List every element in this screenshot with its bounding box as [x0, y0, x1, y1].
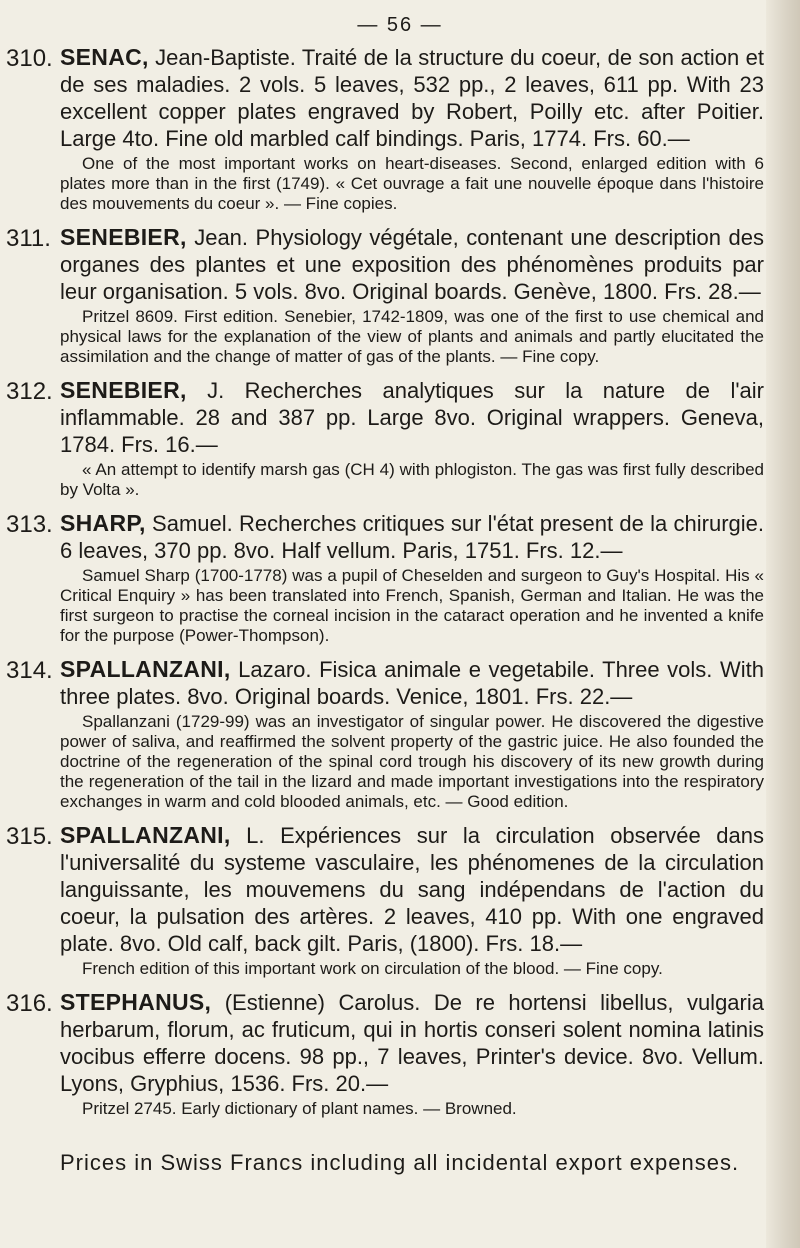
entry-author: SHARP,	[60, 510, 146, 536]
entry-note: Pritzel 8609. First edition. Senebier, 1742-1809, was one of the first to use chemical and physical laws for the explanation of the view of plants and animals and partly elucitated the assimilation and the change of matter of gas of the plants. — Fine copy.	[60, 307, 764, 366]
price-footer: Prices in Swiss Francs including all incidental export expenses.	[60, 1150, 740, 1175]
entry-note: French edition of this important work on circulation of the blood. — Fine copy.	[82, 959, 663, 978]
entry-author: SENEBIER,	[60, 224, 187, 250]
entry-text: Jean-Baptiste. Traité de la structure du coeur, de son action et de ses maladies. 2 vols. 5 leaves, 532 pp., 2 leaves, 611 pp. With 23 excellent copper plates engraved by Robert, Poilly etc. after Poitier. Large 4to. Fine old marbled calf bindings. Paris, 1774. Frs. 60.—	[60, 45, 764, 151]
entry-author: STEPHANUS,	[60, 989, 212, 1015]
catalogue-entry	[6, 510, 764, 646]
entry-list	[6, 44, 764, 1129]
entry-description	[60, 44, 764, 152]
entry-number: 310.	[6, 45, 53, 72]
entry-number: 315.	[6, 823, 53, 850]
entry-note: « An attempt to identify marsh gas (CH 4) with phlogiston. The gas was first fully described by Volta ».	[60, 460, 764, 499]
entry-description	[60, 224, 764, 305]
entry-text: Jean. Physiology végétale, contenant une description des organes des plantes et une exposition des phénomènes produits par leur organisation. 5 vols. 8vo. Original boards. Genève, 1800. Frs. 28.—	[60, 225, 764, 304]
entry-text: L. Expériences sur la circulation observée dans l'universalité du systeme vasculaire, les phénomenes de la circulation languissante, les mouvemens du sang indépendans de l'action du coeur, la pulsation des artères. 2 leaves, 410 pp. With one engraved plate. 8vo. Old calf, back gilt. Paris, (1800). Frs. 18.—	[60, 823, 764, 956]
catalogue-entry	[6, 224, 764, 367]
entry-author: SPALLANZANI,	[60, 656, 231, 682]
entry-note: Spallanzani (1729-99) was an investigator of singular power. He discovered the digestive power of saliva, and reaffirmed the solvent property of the gastric juice. He also founded the doctrine of the regeneration of the spinal cord trough his discovery of its new growth during the regeneration of the tail in the lizard and made important investigations into the respiratory exchanges in warm and cold blooded animals, etc. — Good edition.	[60, 712, 764, 811]
entry-author: SENAC,	[60, 44, 149, 70]
catalogue-entry	[6, 989, 764, 1119]
entry-number: 314.	[6, 657, 53, 684]
entry-author: SENEBIER,	[60, 377, 187, 403]
page-number: — 56 —	[357, 14, 443, 36]
entry-number: 312.	[6, 378, 53, 405]
entry-description	[60, 510, 764, 564]
entry-description	[60, 656, 764, 710]
entry-text: (Estienne) Carolus. De re hortensi libellus, vulgaria herbarum, florum, ac fruticum, qui in hortis conseri solent nomina latinis vocibus efferre docens. 98 pp., 7 leaves, Printer's device. 8vo. Vellum. Lyons, Gryphius, 1536. Frs. 20.—	[60, 990, 764, 1096]
entry-number: 316.	[6, 990, 53, 1017]
catalogue-entry	[6, 656, 764, 812]
entry-author: SPALLANZANI,	[60, 822, 231, 848]
entry-note: Samuel Sharp (1700-1778) was a pupil of Cheselden and surgeon to Guy's Hospital. His « Critical Enquiry » has been translated into French, Spanish, German and Italian. He was the first surgeon to practise the corneal incision in the cataract operation and he invented a knife for the purpose (Power-Thompson).	[60, 566, 764, 645]
entry-text: J. Recherches analytiques sur la nature de l'air inflammable. 28 and 387 pp. Large 8vo. Original wrappers. Geneva, 1784. Frs. 16.—	[60, 378, 764, 457]
entry-text: Lazaro. Fisica animale e vegetabile. Three vols. With three plates. 8vo. Original boards. Venice, 1801. Frs. 22.—	[60, 657, 764, 709]
entry-description	[60, 989, 764, 1097]
catalogue-entry	[6, 377, 764, 500]
entry-number: 313.	[6, 511, 53, 538]
page-edge	[766, 0, 800, 1248]
entry-text: Samuel. Recherches critiques sur l'état present de la chirurgie. 6 leaves, 370 pp. 8vo. Half vellum. Paris, 1751. Frs. 12.—	[60, 511, 764, 563]
entry-description	[60, 822, 764, 957]
catalogue-entry	[6, 822, 764, 979]
entry-number: 311.	[6, 225, 51, 252]
entry-description	[60, 377, 764, 458]
catalogue-entry	[6, 44, 764, 214]
entry-note: One of the most important works on heart-diseases. Second, enlarged edition with 6 plates more than in the first (1749). « Cet ouvrage a fait une nouvelle époque dans l'histoire des mouvements du coeur ». — Fine copies.	[60, 154, 764, 213]
entry-note: Pritzel 2745. Early dictionary of plant names. — Browned.	[82, 1099, 517, 1118]
